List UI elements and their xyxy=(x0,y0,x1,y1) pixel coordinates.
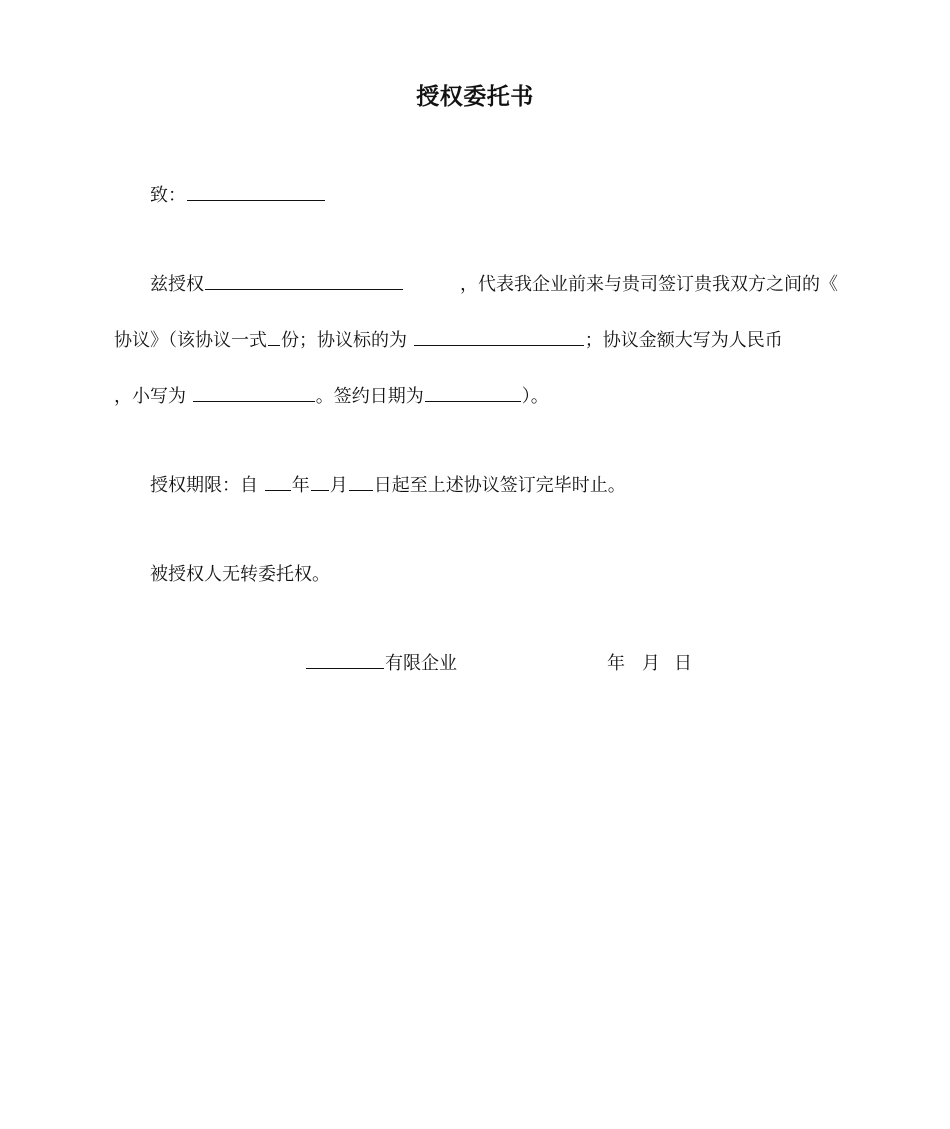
authorized-person-blank xyxy=(205,273,403,290)
authorization-purpose: ，代表我企业前来与贵司签订贵我双方之间的《 xyxy=(460,274,838,295)
agreement-subject-label: 份；协议标的为 xyxy=(281,330,413,351)
subject-blank xyxy=(414,329,584,346)
signature-date xyxy=(607,652,692,676)
copies-blank xyxy=(268,329,280,346)
term-end-text: 日起至上述协议签订完毕时止。 xyxy=(373,475,626,496)
addressee-label: 致： xyxy=(150,185,186,206)
document-title: 授权委托书 xyxy=(416,84,534,110)
signing-date-label: 。签约日期为 xyxy=(315,386,424,407)
addressee-blank xyxy=(187,184,325,201)
authorization-line-3 xyxy=(114,385,549,409)
term-month-label: 月 xyxy=(329,475,348,496)
signature-year-label: 年 xyxy=(607,653,625,674)
term-year-blank xyxy=(265,474,291,491)
no-transfer-line: 被授权人无转委托权。 xyxy=(150,564,330,585)
company-name-blank xyxy=(306,652,384,669)
agreement-copies xyxy=(114,329,783,353)
signing-date-blank xyxy=(425,385,521,402)
amount-figures-label: ，小写为 xyxy=(114,386,192,407)
authorization-intro xyxy=(150,273,404,297)
amount-figures-blank xyxy=(193,385,315,402)
term-label: 授权期限：自 xyxy=(150,475,264,496)
authorization-line-2 xyxy=(114,329,838,353)
company-suffix: 有限企业 xyxy=(385,653,457,674)
closing-bracket: ）。 xyxy=(521,386,549,407)
addressee-line xyxy=(150,184,326,208)
term-month-blank xyxy=(311,474,329,491)
authorization-term-line xyxy=(150,474,626,498)
authorization-intro-text: 兹授权 xyxy=(150,274,204,295)
agreement-copies-text: 协议》（该协议一式 xyxy=(114,330,267,351)
signature-month-label: 月 xyxy=(642,653,660,674)
term-year-label: 年 xyxy=(291,475,310,496)
amount-words-label: ；协议金额大写为人民币 xyxy=(584,330,783,351)
signature-day-label: 日 xyxy=(674,653,692,674)
term-day-blank xyxy=(349,474,373,491)
signature-company xyxy=(305,652,457,676)
authorization-line-1 xyxy=(150,273,838,297)
